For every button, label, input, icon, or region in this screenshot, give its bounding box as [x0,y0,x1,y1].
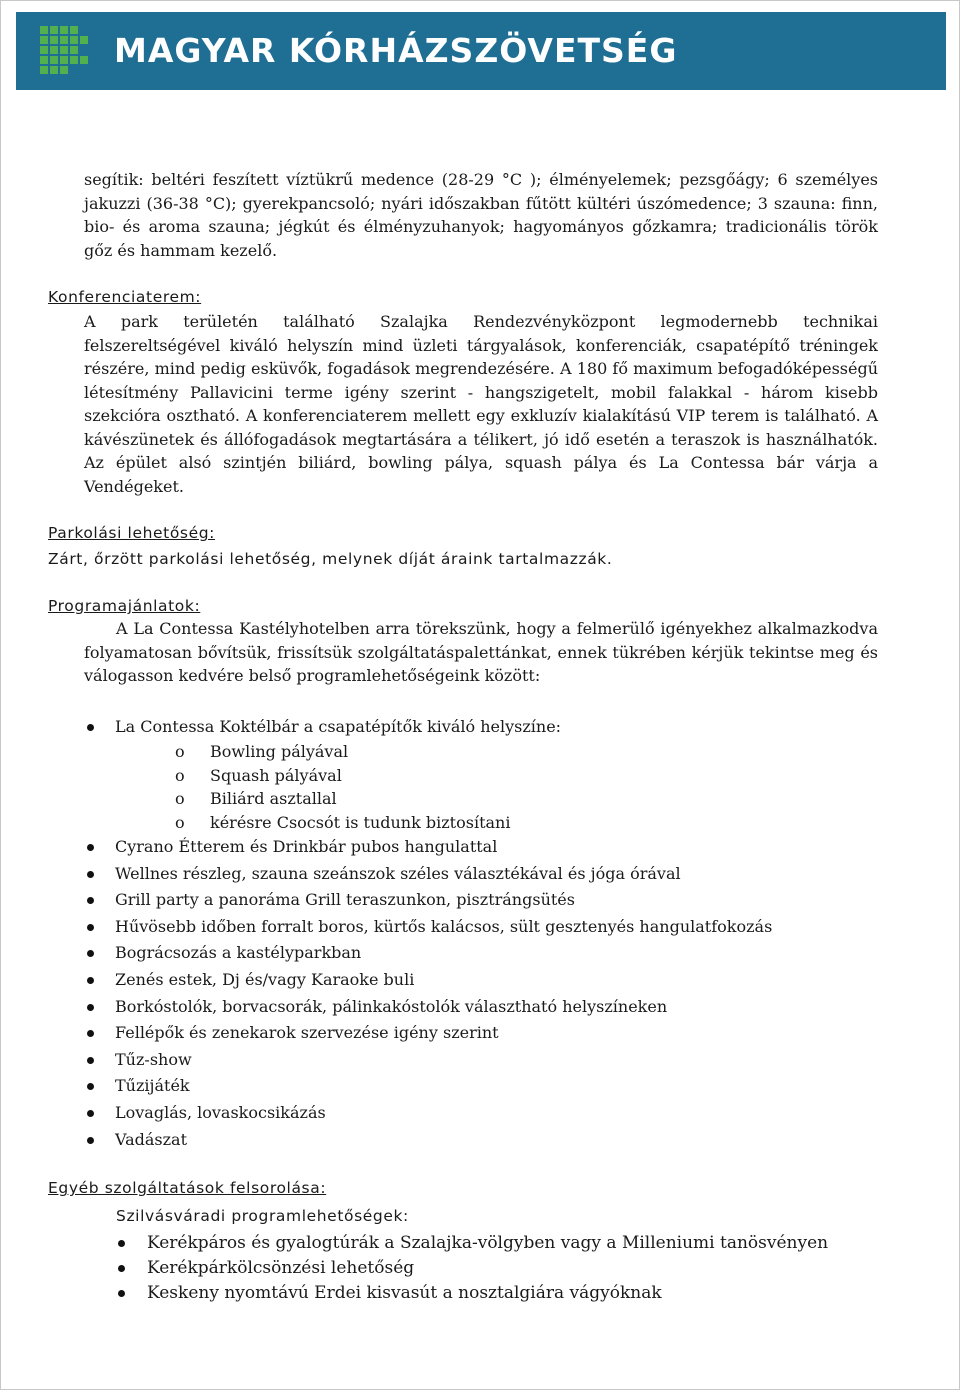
programs-list-continued [48,834,878,1153]
sub-list-item: o Squash pályával [48,764,878,788]
sub-list-item: o Biliárd asztallal [48,787,878,811]
list-item: Zenés estek, Dj és/vagy Karaoke buli [48,967,878,994]
programs-intro: A La Contessa Kastélyhotelben arra törekszünk, hogy a felmerülő igényekhez alkalmazkodva folyamatosan bővítsük, frissítsük szolgáltatáspalettánkat, ennek tükrében kérjük tekintse meg és válogasson kedvére belső programlehetőségeink között: [84,619,878,685]
sub-list-item: o Bowling pályával [48,740,878,764]
conference-paragraph: A park területén található Szalajka Rendezvényközpont legmodernebb technikai felszereltségével kiváló helyszín mind üzleti tárgyalások, konferenciák, csapatépítő tréningek részére, mind pedig esküvők, fogadások megrendezésére. A 180 fő maximum befogadóképességű létesítmény Pallavicini terme igény szerint - hangszigetelt, mobil falakkal - három kisebb szekcióra osztható. A konferenciaterem mellett egy exkluzív kialakítású VIP terem is található. A kávészünetek és állófogadások megtartására a télikert, jó idő esetén a teraszok is használhatók. Az épület alsó szintjén biliárd, bowling pálya, squash pálya és La Contessa bár várja a Vendégeket. [84,312,878,496]
other-services-subheading: Szilvásváradi programlehetőségek: [116,1207,409,1226]
list-item: Lovaglás, lovaskocsikázás [48,1100,878,1127]
list-item: Wellnes részleg, szauna szeánszok széles választékával és jóga órával [48,861,878,888]
list-item: Cyrano Étterem és Drinkbár pubos hangulattal [48,834,878,861]
list-item: Tűz-show [48,1047,878,1074]
list-item: Tűzijáték [48,1073,878,1100]
document-body [48,168,878,1306]
list-item: Fellépők és zenekarok szervezése igény szerint [48,1020,878,1047]
list-item: La Contessa Koktélbár a csapatépítők kiváló helyszíne: [48,714,878,741]
list-item: Grill party a panoráma Grill teraszunkon, pisztrángsütés [48,887,878,914]
list-item: Vadászat [48,1127,878,1154]
list-item: Keskeny nyomtávú Erdei kisvasút a nosztalgiára vágyóknak [48,1281,878,1306]
logo-icon [40,26,94,78]
list-item: Borkóstolók, borvacsorák, pálinkakóstolók választható helyszíneken [48,994,878,1021]
sub-list-item: o kérésre Csocsót is tudunk biztosítani [48,811,878,835]
intro-paragraph: segítik: beltéri feszített víztükrű medence (28-29 °C ); élményelemek; pezsgőágy; 6 személyes jakuzzi (36-38 °C); gyerekpancsoló; nyári időszakban fűtött kültéri úszómedence; 3 szauna: finn, bio- és aroma szauna; jégkút és élményzuhanyok; hagyományos gőzkamra; tradicionális török gőz és hammam kezelő. [84,170,878,260]
list-item: Kerékpáros és gyalogtúrák a Szalajka-völgyben vagy a Milleniumi tanösvényen [48,1231,878,1256]
other-services-heading: Egyéb szolgáltatások felsorolása: [48,1179,327,1198]
parking-text: Zárt, őrzött parkolási lehetőség, melynek díját áraink tartalmazzák. [48,550,613,568]
other-services-list [48,1231,878,1306]
conference-heading: Konferenciaterem: [48,288,202,306]
list-item: Hűvösebb időben forralt boros, kürtős kalácsos, sült gesztenyés hangulatfokozás [48,914,878,941]
programs-sub-list [48,740,878,834]
list-item: Kerékpárkölcsönzési lehetőség [48,1256,878,1281]
list-item: Bográcsozás a kastélyparkban [48,940,878,967]
programs-heading: Programajánlatok: [48,597,201,615]
programs-list [48,714,878,741]
header-banner [16,12,946,90]
logo-text: MAGYAR KÓRHÁZSZÖVETSÉG [114,31,678,70]
parking-heading: Parkolási lehetőség: [48,524,215,542]
